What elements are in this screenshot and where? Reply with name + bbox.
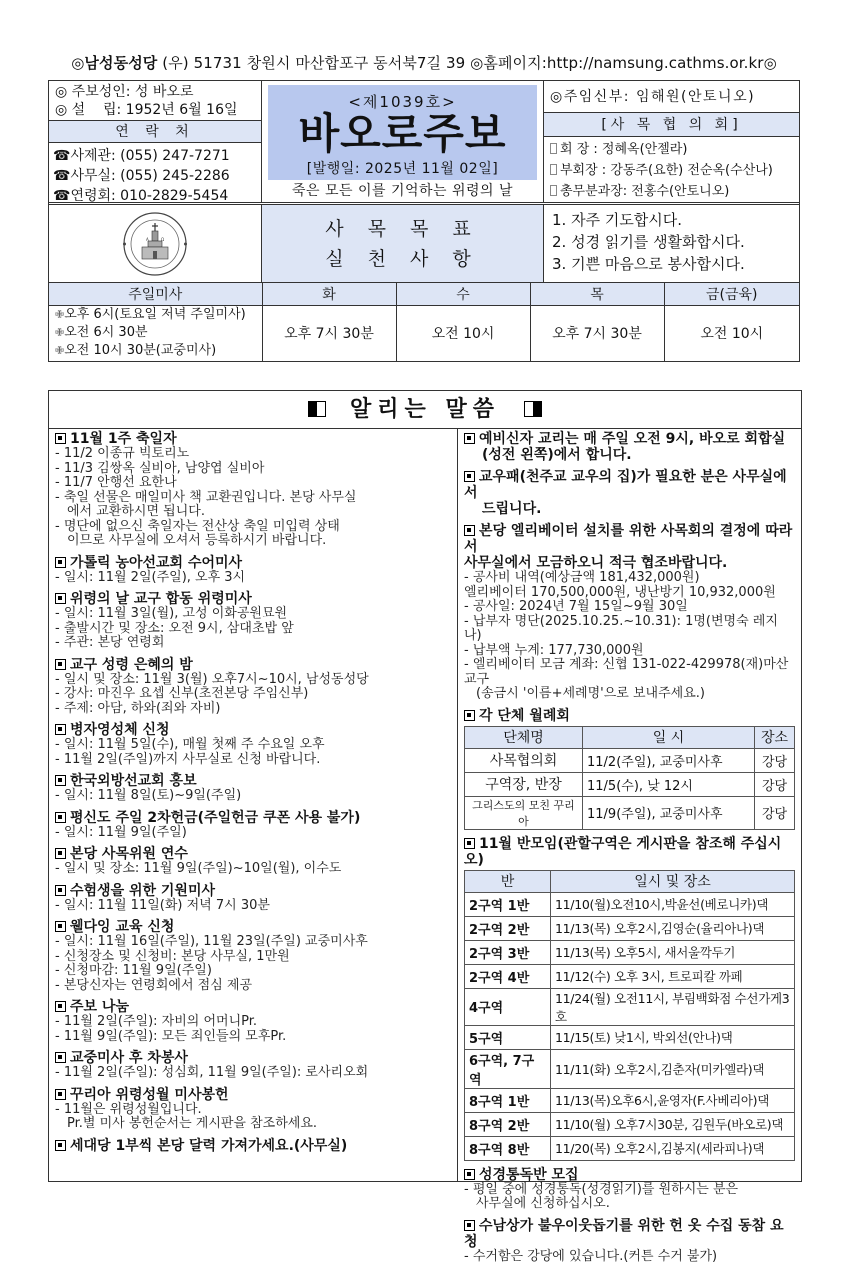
col-wed: 수 [396, 283, 530, 305]
table-row: 6구역, 7구역 11/11(화) 오후2시,김춘자(미카엘라)댁 [465, 1049, 795, 1088]
checkbox-icon [550, 143, 557, 154]
announcement-line: - 일시 및 장소: 11월 3(월) 오후7시~10시, 남성동성당 [55, 673, 451, 688]
publish-date: [발행일: 2025년 11월 02일] [268, 156, 537, 178]
wed-mass-time: 오전 10시 [396, 305, 530, 361]
goal-line2: 실 천 사 항 [325, 244, 480, 274]
bullet-icon [55, 848, 66, 859]
church-emblem-icon [122, 211, 188, 277]
announcement-item: 병자영성체 신청 - 일시: 11월 5일(수), 매월 첫째 주 수요일 오후 - 11월 2일(주일)까지 사무실로 신청 바랍니다. [55, 722, 451, 767]
table-row: 2구역 4반 11/12(수) 오후 3시, 트로피칼 까페 [465, 964, 795, 988]
announcement-item: 꾸리아 위령성월 미사봉헌 - 11월은 위령성월입니다. Pr.별 미사 봉헌순서는 게시판을 참조하세요. [55, 1087, 451, 1132]
announcement-line: - 본당신자는 연령회에서 점심 제공 [55, 979, 451, 994]
goal-line1: 사 목 목 표 [325, 214, 480, 244]
table-row: 2구역 2반 11/13(목) 오후2시,김영순(율리아나)댁 [465, 916, 795, 940]
announcement-line: - 11/3 김쌍옥 실비아, 남양엽 실비아 [55, 462, 451, 477]
announcement-line: 이므로 사무실에 오셔서 등록하시기 바랍니다. [55, 534, 451, 549]
bullet-icon [55, 557, 66, 568]
announcement-line: - 명단에 없으신 축일자는 전산상 축일 미입력 상태 [55, 520, 451, 535]
pastor-name: ◎주임신부: 임해원(안토니오) [544, 81, 799, 113]
announcement-line: - 일시: 11월 2일(주일), 오후 3시 [55, 571, 451, 586]
week-slogan: 죽은 모든 이를 기억하는 위령의 날 [262, 180, 543, 202]
bullet-icon [55, 885, 66, 896]
announcement-item: 교구 성령 은혜의 밤 - 일시 및 장소: 11월 3(월) 오후7시~10시, 남성동성당 - 강사: 마진우 요셉 신부(초전본당 주임신부) - 주제: 아담, 하와(죄와 자비) [55, 657, 451, 717]
table-row: 2구역 3반 11/13(목) 오후5시, 새서울깍두기 [465, 940, 795, 964]
bullet-icon [55, 659, 66, 670]
monthly-meetings: 각 단체 월례회 단체명 일 시 장소 사목협의회 11/2(주일), 교중미사후 강당 구역장, 반장 11/5(수), 낮 12시 강당 그리스도의 모친 꾸리아 11/9(주일), 교중미사후 강당 [464, 708, 795, 830]
bullet-icon [464, 838, 475, 849]
practice-item: 3. 기쁜 마음으로 봉사합시다. [552, 253, 791, 275]
catechumen-notice: 예비신자 교리는 매 주일 오전 9시, 바오로 회합실 (성전 왼쪽)에서 합니다. [464, 431, 795, 463]
table-row: 그리스도의 모친 꾸리아 11/9(주일), 교중미사후 강당 [465, 796, 795, 829]
bulletin-header [48, 80, 800, 362]
announcements-title: 알리는 말씀 [49, 391, 801, 429]
founded-date: ◎ 설 립: 1952년 6월 16일 [55, 101, 255, 119]
announcement-line: - 일시 및 장소: 11월 9일(주일)~10일(월), 이수도 [55, 862, 451, 877]
announcement-line: - 일시: 11월 5일(수), 매월 첫째 주 수요일 오후 [55, 738, 451, 753]
announcement-line: - 축일 선물은 매일미사 책 교환권입니다. 본당 사무실 [55, 491, 451, 506]
announcement-item: 웰다잉 교육 신청 - 일시: 11월 16일(주일), 11월 23일(주일) 교중미사후 - 신청장소 및 신청비: 본당 사무실, 1만원 - 신청마감: 11월 9일(주일) - 본당신자는 연령회에서 점심 제공 [55, 919, 451, 993]
bullet-icon [464, 1220, 475, 1231]
ban-meetings: 11월 반모임(관할구역은 게시판을 참조해 주십시오) 반 일시 및 장소 2구역 1반 11/10(월)오전10시,박윤선(베로니카)댁 2구역 2반 11/13(목) 오후2시,김영순(율리아나)댁 2구역 3반 11/13(목) 오후5시, 새서울깍두기 2구역 4반 11/12(수) 오후 3시, 트로피칼 까페 4구역 11/24(월) 오전11시, 부림백화점 수선가게3호 5구역 11/15(토) 낮1시, 박외선(안나)댁 6구역, 7구역 11/11(화) 오후2시,김춘자(미카엘라)댁 8구역 1반 11/13(목)오후6시,윤영자(F.사베리아)댁 8구역 2반 11/10(월) 오후7시30분, 김원두(바오로)댁 8구역 8반 11/20(목) 오후2시,김봉지(세라피나)댁 [464, 836, 795, 1161]
pastoral-goal [262, 205, 544, 282]
cross-icon: ✙ [55, 308, 64, 321]
parish-logo [49, 205, 262, 282]
elevator-detail-line: - 납부액 누계: 177,730,000원 [464, 644, 795, 659]
announcement-item: 11월 1주 축일자 - 11/2 이종규 빅토리노 - 11/3 김쌍옥 실비아, 남양엽 실비아 - 11/7 안행선 요한나 - 축일 선물은 매일미사 책 교환권입니다. 본당 사무실 에서 교환하시면 됩니다. - 명단에 없으신 축일자는 전산상 축일 미입력 상태 이므로 사무실에 오셔서 등록하시기 바랍니다. [55, 431, 451, 549]
half-square-icon [524, 401, 542, 417]
col-tue: 화 [262, 283, 396, 305]
bulletin-title: 바오로주보 [268, 112, 537, 156]
announcement-line: - 11월 2일(주일)까지 사무실로 신청 바랍니다. [55, 753, 451, 768]
contact-title: 연 락 처 [49, 121, 261, 143]
col-thu: 목 [530, 283, 664, 305]
bullet-icon [464, 710, 475, 721]
table-row: 구역장, 반장 11/5(수), 낮 12시 강당 [465, 772, 795, 796]
council-vice-president: 부회장 : 강동주(요한) 전순옥(수산나) [550, 160, 793, 181]
announcement-line: - 신청장소 및 신청비: 본당 사무실, 1만원 [55, 950, 451, 965]
announcement-item: 주보 나눔 - 11월 2일(주일): 자비의 어머니Pr. - 11월 9일(주일): 모든 죄인들의 모후Pr. [55, 999, 451, 1044]
announcement-line: Pr.별 미사 봉헌순서는 게시판을 참조하세요. [55, 1117, 451, 1132]
table-row: 5구역 11/15(토) 낮1시, 박외선(안나)댁 [465, 1025, 795, 1049]
bullet-icon [55, 1001, 66, 1012]
announcement-line: - 11월 2일(주일): 자비의 어머니Pr. [55, 1015, 451, 1030]
announcement-line: - 출발시간 및 장소: 오전 9시, 삼대초밥 앞 [55, 622, 451, 637]
announcement-line: - 11월은 위령성월입니다. [55, 1103, 451, 1118]
clothes-donation: 수남상가 불우이웃돕기를 위한 헌 옷 수집 동참 요청 - 수거함은 강당에 있습니다.(커튼 수거 불가) [464, 1218, 795, 1264]
bible-reading-recruit: 성경통독반 모집 - 평일 중에 성경통독(성경읽기)를 원하시는 분은 사무실에 신청하십시오. [464, 1167, 795, 1212]
table-row: 4구역 11/24(월) 오전11시, 부림백화점 수선가게3호 [465, 988, 795, 1025]
announcement-line: - 일시: 11월 8일(토)~9일(주일) [55, 789, 451, 804]
elevator-detail-line: - 엘리베이터 모금 계좌: 신협 131-022-429978(재)마산교구 [464, 658, 795, 687]
elevator-detail-line: (송금시 '이름+세례명'으로 보내주세요.) [464, 687, 795, 702]
elevator-fundraising: 본당 엘리베이터 설치를 위한 사목회의 결정에 따라서 사무실에서 모금하오니 적극 협조바랍니다. - 공사비 내역(예상금액 181,432,000원) 엘리베이터 170,500,000원, 냉난방기 10,932,000원 - 공사일: 2024년 7월 15일~9월 30일 - 납부자 명단(2025.10.25.~10.31): 1명(변명숙 레지나) - 납부액 누계: 177,730,000원 - 엘리베이터 모금 계좌: 신협 131-022-429978(재)마산교구 (송금시 '이름+세례명'으로 보내주세요.) [464, 523, 795, 702]
col-fri: 금(금육) [664, 283, 799, 305]
announcement-item: 평신도 주일 2차헌금(주일헌금 쿠폰 사용 불가) - 일시: 11월 9일(주일) [55, 810, 451, 841]
bullet-icon [55, 1140, 66, 1151]
table-row: 8구역 8반 11/20(목) 오후2시,김봉지(세라피나)댁 [465, 1136, 795, 1160]
bullet-icon [464, 1169, 475, 1180]
checkbox-icon [550, 185, 557, 196]
cross-icon: ✙ [55, 326, 64, 339]
elevator-detail-line: 엘리베이터 170,500,000원, 냉난방기 10,932,000원 [464, 586, 795, 601]
pastoral-council [544, 81, 799, 202]
announcement-item: 세대당 1부씩 본당 달력 가져가세요.(사무실) [55, 1138, 451, 1154]
address-homepage: (우) 51731 창원시 마산합포구 동서북7길 39 ◎홈페이지:http://namsung.cathms.or.kr◎ [157, 54, 776, 72]
announcement-line: - 11/7 안행선 요한나 [55, 476, 451, 491]
bullet-icon [464, 471, 475, 482]
elevator-detail-line: - 납부자 명단(2025.10.25.~10.31): 1명(변명숙 레지나) [464, 615, 795, 644]
bullet-icon [55, 775, 66, 786]
bullet-icon [55, 921, 66, 932]
tue-mass-time: 오후 7시 30분 [262, 305, 396, 361]
bullet-icon [55, 1089, 66, 1100]
announcement-line: - 일시: 11월 16일(주일), 11월 23일(주일) 교중미사후 [55, 935, 451, 950]
parish-address-line [0, 52, 848, 73]
announcements-left-column [49, 429, 458, 1181]
svg-text:A: A [146, 237, 149, 242]
announcement-item: 본당 사목위원 연수 - 일시 및 장소: 11월 9일(주일)~10일(월), 이수도 [55, 846, 451, 877]
half-square-icon [308, 401, 326, 417]
announcement-item: 수험생을 위한 기원미사 - 일시: 11월 11일(화) 저녁 7시 30분 [55, 883, 451, 914]
elevator-detail-line: - 공사비 내역(예상금액 181,432,000원) [464, 571, 795, 586]
announcement-line: - 일시: 11월 11일(화) 저녁 7시 30분 [55, 899, 451, 914]
announcement-line: - 강사: 마진우 요셉 신부(초전본당 주임신부) [55, 687, 451, 702]
announcement-line: - 주제: 아담, 하와(죄와 자비) [55, 702, 451, 717]
sunday-mass-times: ✙오후 6시(토요일 저녁 주일미사) ✙오전 6시 30분 ✙오전 10시 30분(교중미사) [49, 305, 262, 361]
ban-meeting-table: 반 일시 및 장소 2구역 1반 11/10(월)오전10시,박윤선(베로니카)댁 2구역 2반 11/13(목) 오후2시,김영순(율리아나)댁 2구역 3반 11/13(목) 오후5시, 새서울깍두기 2구역 4반 11/12(수) 오후 3시, 트로피칼 까페 4구역 11/24(월) 오전11시, 부림백화점 수선가게3호 5구역 11/15(토) 낮1시, 박외선(안나)댁 6구역, 7구역 11/11(화) 오후2시,김춘자(미카엘라)댁 8구역 1반 11/13(목)오후6시,윤영자(F.사베리아)댁 8구역 2반 11/10(월) 오후7시30분, 김원두(바오로)댁 8구역 8반 11/20(목) 오후2시,김봉지(세라피나)댁 [464, 870, 795, 1161]
table-row: 8구역 2반 11/10(월) 오후7시30분, 김원두(바오로)댁 [465, 1112, 795, 1136]
bullet-icon [55, 593, 66, 604]
bullet-icon [55, 433, 66, 444]
issue-number: <제1039호> [268, 85, 537, 112]
announcement-line: - 주관: 본당 연령회 [55, 636, 451, 651]
gyowoo-notice: 교우패(천주교 교우의 집)가 필요한 분은 사무실에서 드립니다. [464, 469, 795, 517]
announcements-section [48, 390, 802, 1182]
checkbox-icon [550, 164, 557, 175]
table-row: 8구역 1반 11/13(목)오후6시,윤영자(F.사베리아)댁 [465, 1088, 795, 1112]
bullet-icon [55, 1052, 66, 1063]
bullet-icon [55, 724, 66, 735]
practice-item: 2. 성경 읽기를 생활화합시다. [552, 231, 791, 253]
parish-name: ◎남성동성당 [71, 54, 157, 72]
announcement-item: 한국외방선교회 홍보 - 일시: 11월 8일(토)~9일(주일) [55, 773, 451, 804]
practice-item: 1. 자주 기도합시다. [552, 209, 791, 231]
announcement-line: - 신청마감: 11월 9일(주일) [55, 964, 451, 979]
bulletin-title-block [262, 81, 544, 202]
announcement-item: 교중미사 후 차봉사 - 11월 2일(주일): 성심회, 11월 9일(주일): 로사리오회 [55, 1050, 451, 1081]
svg-text:Ω: Ω [161, 237, 164, 242]
council-secretary: 총무분과장: 전홍수(안토니오) [550, 181, 793, 202]
announcement-item: 위령의 날 교구 합동 위령미사 - 일시: 11월 3일(월), 고성 이화공원묘원 - 출발시간 및 장소: 오전 9시, 삼대초밥 앞 - 주관: 본당 연령회 [55, 591, 451, 651]
thu-mass-time: 오후 7시 30분 [530, 305, 664, 361]
col-sunday-mass: 주일미사 [49, 283, 262, 305]
announcement-line: - 일시: 11월 3일(월), 고성 이화공원묘원 [55, 607, 451, 622]
cross-icon: ✙ [55, 344, 64, 357]
announcements-right-column [458, 429, 801, 1181]
bullet-icon [464, 525, 475, 536]
monthly-meeting-table: 단체명 일 시 장소 사목협의회 11/2(주일), 교중미사후 강당 구역장, 반장 11/5(수), 낮 12시 강당 그리스도의 모친 꾸리아 11/9(주일), 교중미사후 강당 [464, 726, 795, 830]
practice-list [544, 205, 799, 282]
announcement-line: 에서 교환하시면 됩니다. [55, 505, 451, 520]
announcement-line: - 11월 2일(주일): 성심회, 11월 9일(주일): 로사리오회 [55, 1066, 451, 1081]
parish-info [49, 81, 262, 202]
announcement-line: - 일시: 11월 9일(주일) [55, 826, 451, 841]
announcement-item: 가톨릭 농아선교회 수어미사 - 일시: 11월 2일(주일), 오후 3시 [55, 555, 451, 586]
bullet-icon [55, 812, 66, 823]
mass-schedule-table [49, 283, 799, 361]
phone-rectory: ☎사제관: (055) 247-7271 [53, 146, 257, 166]
phone-office: ☎사무실: (055) 245-2286 [53, 166, 257, 186]
phone-funeral-society: ☎연령회: 010-2829-5454 [53, 186, 257, 206]
elevator-detail-line: - 공사일: 2024년 7월 15일~9월 30일 [464, 600, 795, 615]
council-title: [사 목 협 의 회] [544, 113, 799, 137]
phone-list [49, 143, 261, 209]
table-row: 사목협의회 11/2(주일), 교중미사후 강당 [465, 748, 795, 772]
patron-saint: ◎ 주보성인: 성 바오로 [55, 83, 255, 101]
announcement-line: - 11월 9일(주일): 모든 죄인들의 모후Pr. [55, 1030, 451, 1045]
council-president: 회 장 : 정혜옥(안젤라) [550, 139, 793, 160]
announcement-line: - 11/2 이종규 빅토리노 [55, 447, 451, 462]
table-row: 2구역 1반 11/10(월)오전10시,박윤선(베로니카)댁 [465, 892, 795, 916]
fri-mass-time: 오전 10시 [664, 305, 799, 361]
bullet-icon [464, 433, 475, 444]
